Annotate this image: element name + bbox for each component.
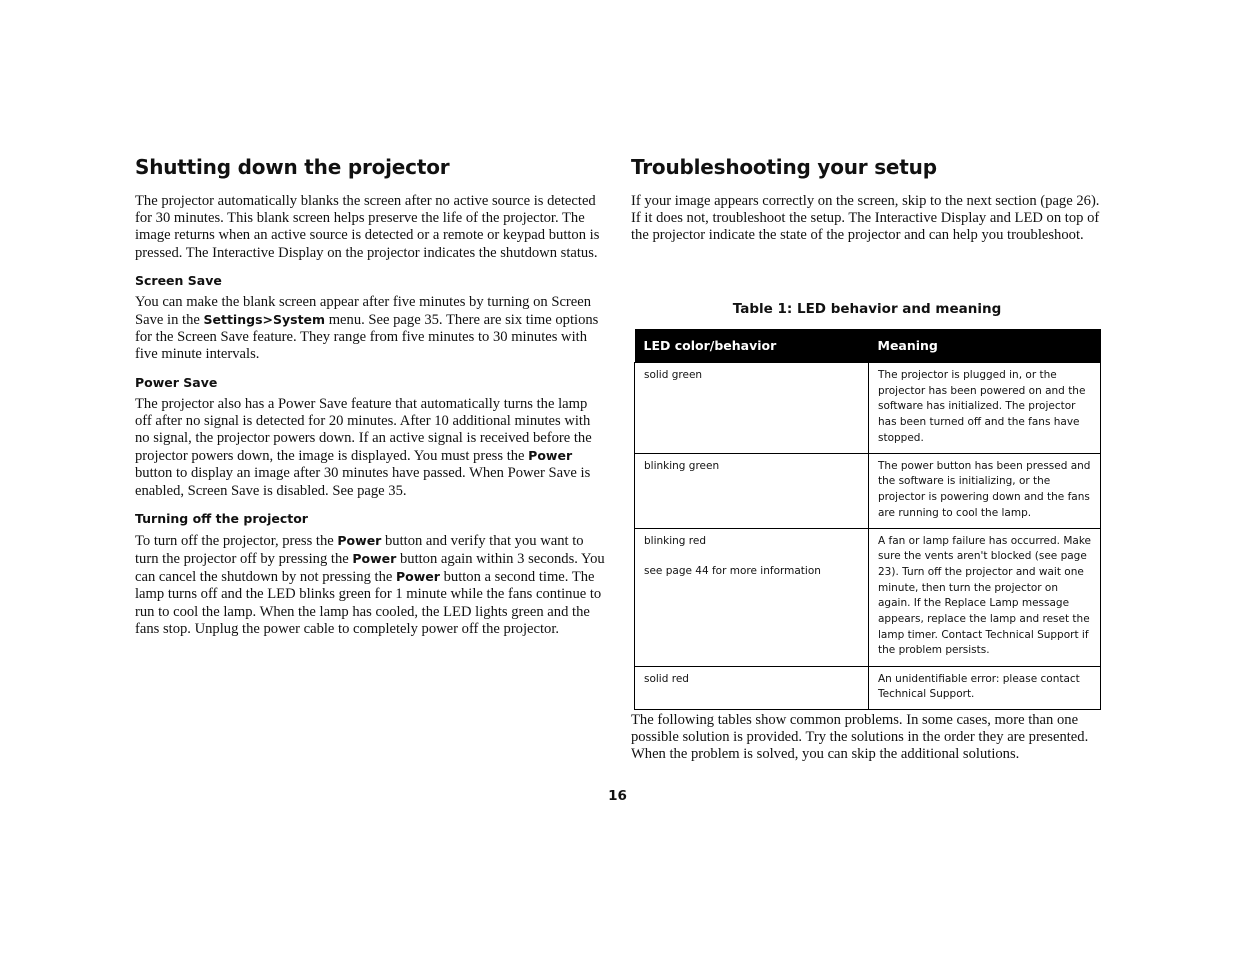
led-behavior-cell: blinking green [635, 453, 869, 528]
section-title-shutting-down: Shutting down the projector [135, 155, 450, 179]
settings-system-menu-ref: Settings>System [203, 312, 326, 328]
power-save-paragraph: The projector also has a Power Save feature that automatically turns the lamp off after no signal is detected for 20 minutes. After 10 additional minutes with no signal, the projector powers down. If an active signal is received before the projector powers down, the image is displayed. You must press the Power button to display an image after 30 minutes have passed. When Power Save is enabled, Screen Save is disabled. See page 35. [135, 395, 592, 499]
after-table-paragraph: The following tables show common problems. In some cases, more than one possible solution is provided. Try the solutions in the order they are presented. When the problem is solved, you can skip the additional solutions. [631, 712, 1089, 763]
shutdown-intro-paragraph: The projector automatically blanks the screen after no active source is detected for 30 minutes. This blank screen helps preserve the life of the projector. The image returns when an active source is detected or a remote or keypad button is pressed. The Interactive Display on the projector indicates the shutdown status. [135, 193, 600, 261]
meaning-cell: The power button has been pressed and the software is initializing, or the projector is powering down and the fans are running to cool the lamp. [869, 453, 1101, 528]
turning-off-paragraph: To turn off the projector, press the Power button and verify that you want to turn the projector off by pressing the Power button again within 3 seconds. You can cancel the shutdown by not pressing the Power button a second time. The lamp turns off and the LED blinks green for 1 minute while the fans continue to run to cool the lamp. When the lamp has cooled, the LED lights green and the fans stop. Unplug the power cable to completely power off the projector. [135, 532, 605, 637]
column-header-led: LED color/behavior [635, 329, 869, 363]
led-behavior-cell: solid red [635, 666, 869, 709]
right-column [631, 155, 1101, 245]
screen-save-heading: Screen Save [135, 272, 222, 288]
after-table-container [631, 712, 1101, 764]
troubleshooting-intro-paragraph: If your image appears correctly on the screen, skip to the next section (page 26). If it does not, troubleshoot the setup. The Interactive Display and LED on top of the projector indicate the state of the projector and can help you troubleshoot. [631, 193, 1100, 244]
screen-save-paragraph: You can make the blank screen appear after five minutes by turning on Screen Save in the Settings>System menu. See page 35. There are six time options for the Screen Save feature. They range from five minutes to 30 minutes with five minute intervals. [135, 293, 599, 363]
see-page-note: see page 44 for more information [644, 565, 821, 578]
table-row [635, 453, 1101, 528]
table-row [635, 666, 1101, 709]
led-behavior-table [634, 329, 1101, 710]
power-save-heading: Power Save [135, 374, 218, 390]
led-behavior-cell: blinking red see page 44 for more information [635, 528, 869, 666]
table-row [635, 363, 1101, 454]
table-caption: Table 1: LED behavior and meaning [732, 301, 1002, 317]
table-header-row [635, 329, 1101, 363]
led-behavior-cell: solid green [635, 363, 869, 454]
power-button-ref: Power [337, 532, 382, 548]
meaning-cell: A fan or lamp failure has occurred. Make sure the vents aren't blocked (see page 23). Turn off the projector and wait one minute, then turn the projector on again. If the Replace Lamp message appears, replace the lamp and reset the lamp timer. Contact Technical Support if the problem persists. [869, 528, 1101, 666]
power-button-ref: Power [352, 551, 397, 567]
power-button-ref: Power [528, 448, 573, 464]
section-title-troubleshooting: Troubleshooting your setup [631, 155, 937, 179]
left-column [135, 155, 605, 638]
power-button-ref: Power [396, 569, 440, 585]
turning-off-heading: Turning off the projector [135, 510, 308, 526]
meaning-cell: The projector is plugged in, or the projector has been powered on and the software has initialized. The projector has been turned off and the fans have stopped. [869, 363, 1101, 454]
meaning-cell: An unidentifiable error: please contact Technical Support. [869, 666, 1101, 709]
table-row [635, 528, 1101, 666]
column-header-meaning: Meaning [869, 329, 1101, 363]
page-number: 16 [608, 788, 627, 804]
